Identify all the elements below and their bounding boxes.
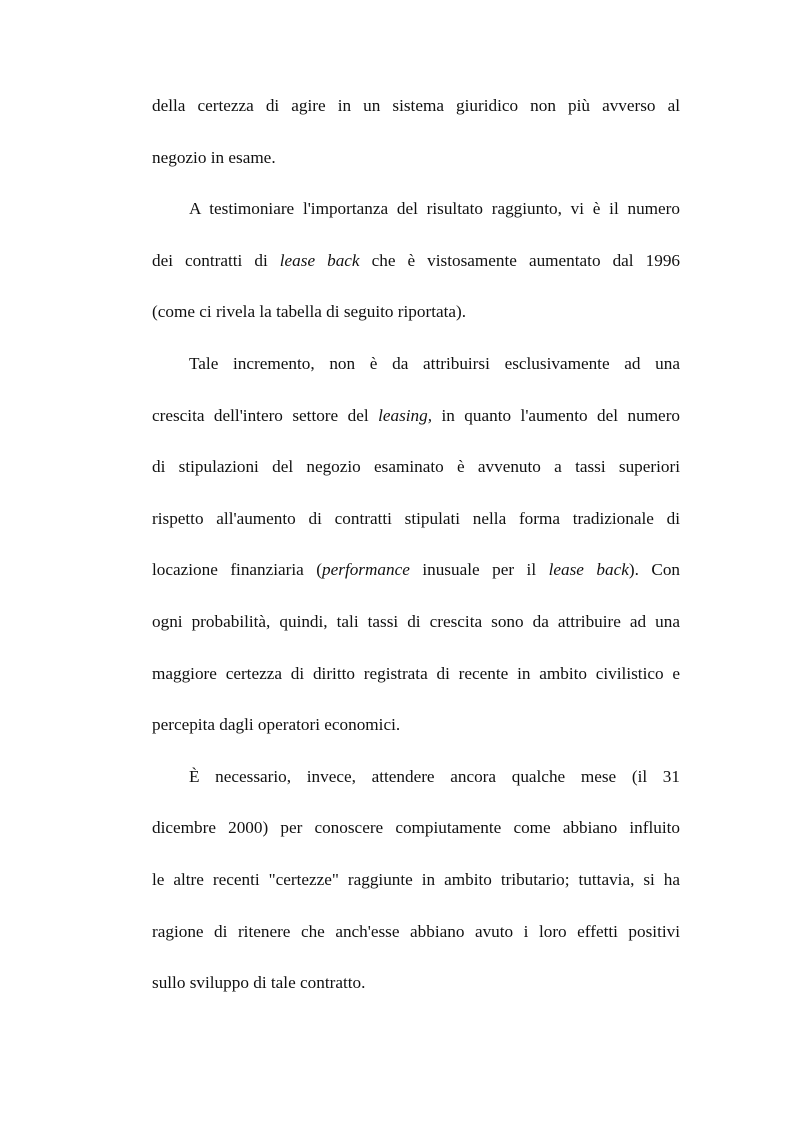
text-line: percepita dagli operatori economici.: [152, 715, 401, 735]
text-line: Tale incremento, non è da attribuirsi esclusivamente ad una: [189, 353, 680, 373]
text-line: sullo sviluppo di tale contratto.: [152, 973, 366, 993]
text-line: ogni probabilità, quindi, tali tassi di crescita sono da attribuire ad una: [152, 611, 680, 631]
text-line: A testimoniare l'importanza del risultato raggiunto, vi è il numero: [189, 199, 680, 219]
italic-term: leasing,: [378, 405, 433, 425]
text-line: rispetto all'aumento di contratti stipulati nella forma tradizionale di: [152, 508, 680, 528]
text-line: dei contratti di lease back che è vistosamente aumentato dal 1996: [152, 250, 680, 270]
italic-term: performance: [322, 560, 410, 580]
text-line: della certezza di agire in un sistema giuridico non più avverso al: [152, 96, 680, 115]
text-line: (come ci rivela la tabella di seguito riportata).: [152, 302, 467, 322]
text-line: È necessario, invece, attendere ancora qualche mese (il 31: [189, 766, 680, 786]
text-line: locazione finanziaria (performance inusuale per il lease back). Con: [152, 560, 681, 580]
text-line: ragione di ritenere che anch'esse abbiano avuto i loro effetti positivi: [152, 921, 680, 941]
text-line: dicembre 2000) per conoscere compiutamente come abbiano influito: [152, 818, 680, 838]
document-page: [152, 90, 680, 1019]
text-line: crescita dell'intero settore del leasing, in quanto l'aumento del numero: [152, 405, 681, 425]
text-line: di stipulazioni del negozio esaminato è avvenuto a tassi superiori: [152, 457, 680, 477]
italic-term: lease back: [548, 560, 629, 580]
text-line: le altre recenti "certezze" raggiunte in ambito tributario; tuttavia, si ha: [152, 869, 680, 889]
text-line: negozio in esame.: [152, 147, 276, 167]
italic-term: lease back: [279, 250, 360, 270]
text-line: maggiore certezza di diritto registrata di recente in ambito civilistico e: [152, 663, 680, 683]
